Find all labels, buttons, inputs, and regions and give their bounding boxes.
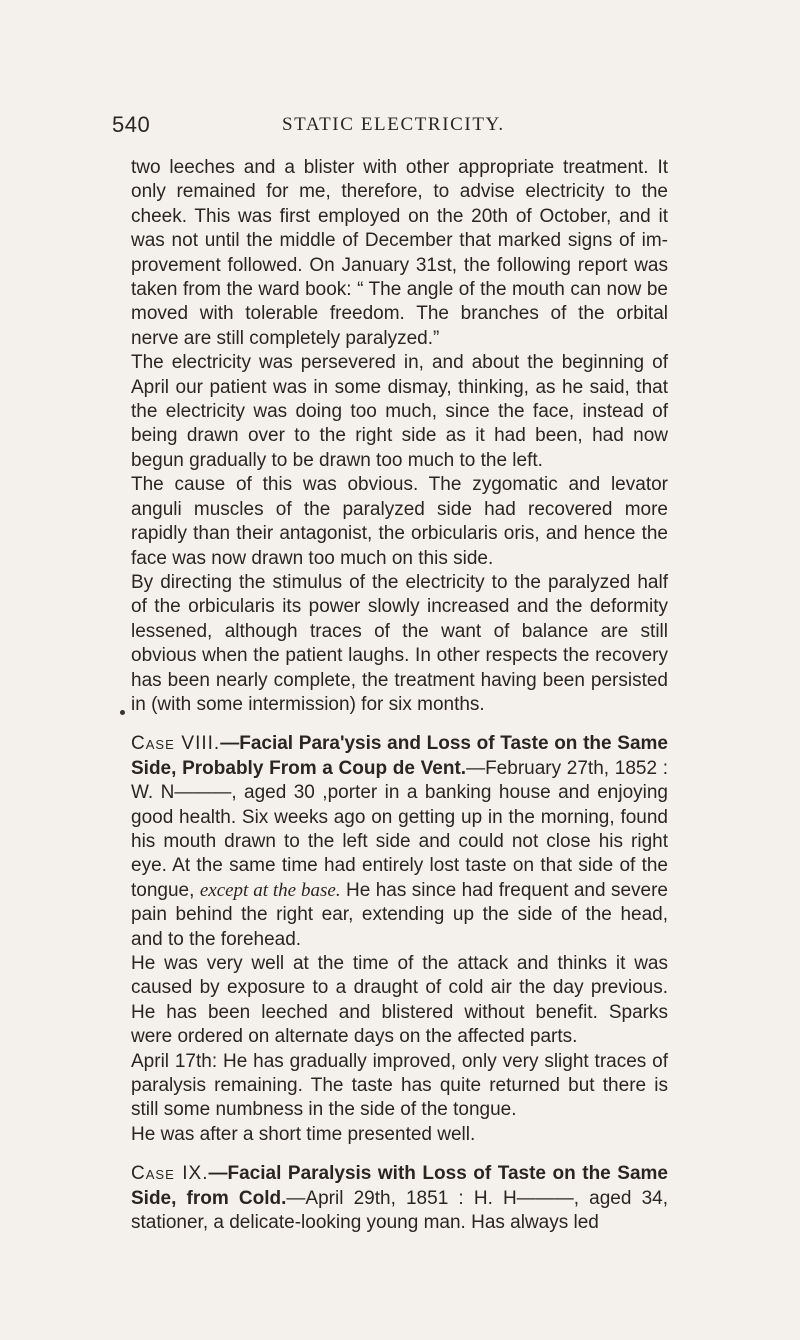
- case-viii-italic-note: except at the base.: [199, 879, 341, 901]
- case-ix-intro: —April 29th, 1851 : H. H———, aged 34, stationer, a delicate-looking young man. Has always led: [131, 1187, 668, 1234]
- case-viii-attack-paragraph: He was very well at the time of the attack and thinks it was caused by exposure to a draught of cold air the day previous. He has been leeched and blistered without benefit. Sparks were ordered on alternate days on the affected parts.: [131, 953, 668, 1048]
- print-speck: [120, 710, 125, 715]
- paragraph-electricity-persevered: The electricity was persevered in, and about the beginning of April our patient was in some dismay, thinking, as he said, that the electricity was doing too much, since the face, instead of being drawn over to the right side as it had been, had now begun gradually to be drawn too much to the left.: [131, 352, 668, 471]
- case-viii-paragraph: [131, 732, 668, 952]
- paragraph-continued-treatment: two leeches and a blister with other appropriate treatment. It only remained for me, therefore, to advise electricity to the cheek. This was first employed on the 20th of October, and it was not until the middle of December that marked signs of improvement followed. On January 31st, the following report was taken from the ward book: “ The angle of the mouth can now be moved with tolerable freedom. The branches of the orbital nerve are still completely paralyzed.”: [131, 157, 668, 349]
- case-ix-title: —Facial Paralysis with Loss of Taste on the Same Side, from Cold.: [131, 1163, 668, 1209]
- case-viii-presented-paragraph: He was after a short time presented well.: [131, 1123, 476, 1145]
- page-number: 540: [112, 112, 151, 137]
- page-header: [112, 112, 692, 142]
- body-text: [131, 156, 668, 1235]
- case-ix-paragraph: [131, 1162, 668, 1235]
- paragraph-cause-obvious: The cause of this was obvious. The zygomatic and levator anguli muscles of the paralyzed side had recovered more rapidly than their antagonist, the orbicularis oris, and hence the face was now drawn too much on this side.: [131, 474, 668, 569]
- running-title: STATIC ELECTRICITY.: [282, 114, 505, 135]
- paragraph-directing-stimulus: By directing the stimulus of the electricity to the paralyzed half of the orbicularis its power slowly increased and the deformity lessened, although traces of the want of balance are still obvious when the patient laughs. In other respects the recovery has been nearly complete, the treatment having been persisted in (with some intermission) for six months.: [131, 571, 668, 715]
- case-viii-april-paragraph: April 17th: He has gradually improved, only very slight traces of paralysis remaining. The taste has quite returned but there is still some numbness in the side of the tongue.: [131, 1050, 668, 1121]
- case-ix-label: Case IX.: [131, 1163, 209, 1185]
- case-viii-title: —Facial Para'ysis and Loss of Taste on the Same Side, Probably From a Coup de Vent.: [131, 733, 668, 779]
- case-viii-intro-end: He has since had frequent and severe pain behind the right ear, extending up the side of the head, and to the forehead.: [131, 879, 668, 950]
- case-viii-intro: —February 27th, 1852 : W. N———, aged 30 ,porter in a banking house and enjoying good health. Six weeks ago on getting up in the morning, found his mouth drawn to the left side and could not close his right eye. At the same time had entirely lost taste on that side of the tongue,: [131, 757, 669, 901]
- case-viii-label: Case VIII.: [131, 733, 221, 755]
